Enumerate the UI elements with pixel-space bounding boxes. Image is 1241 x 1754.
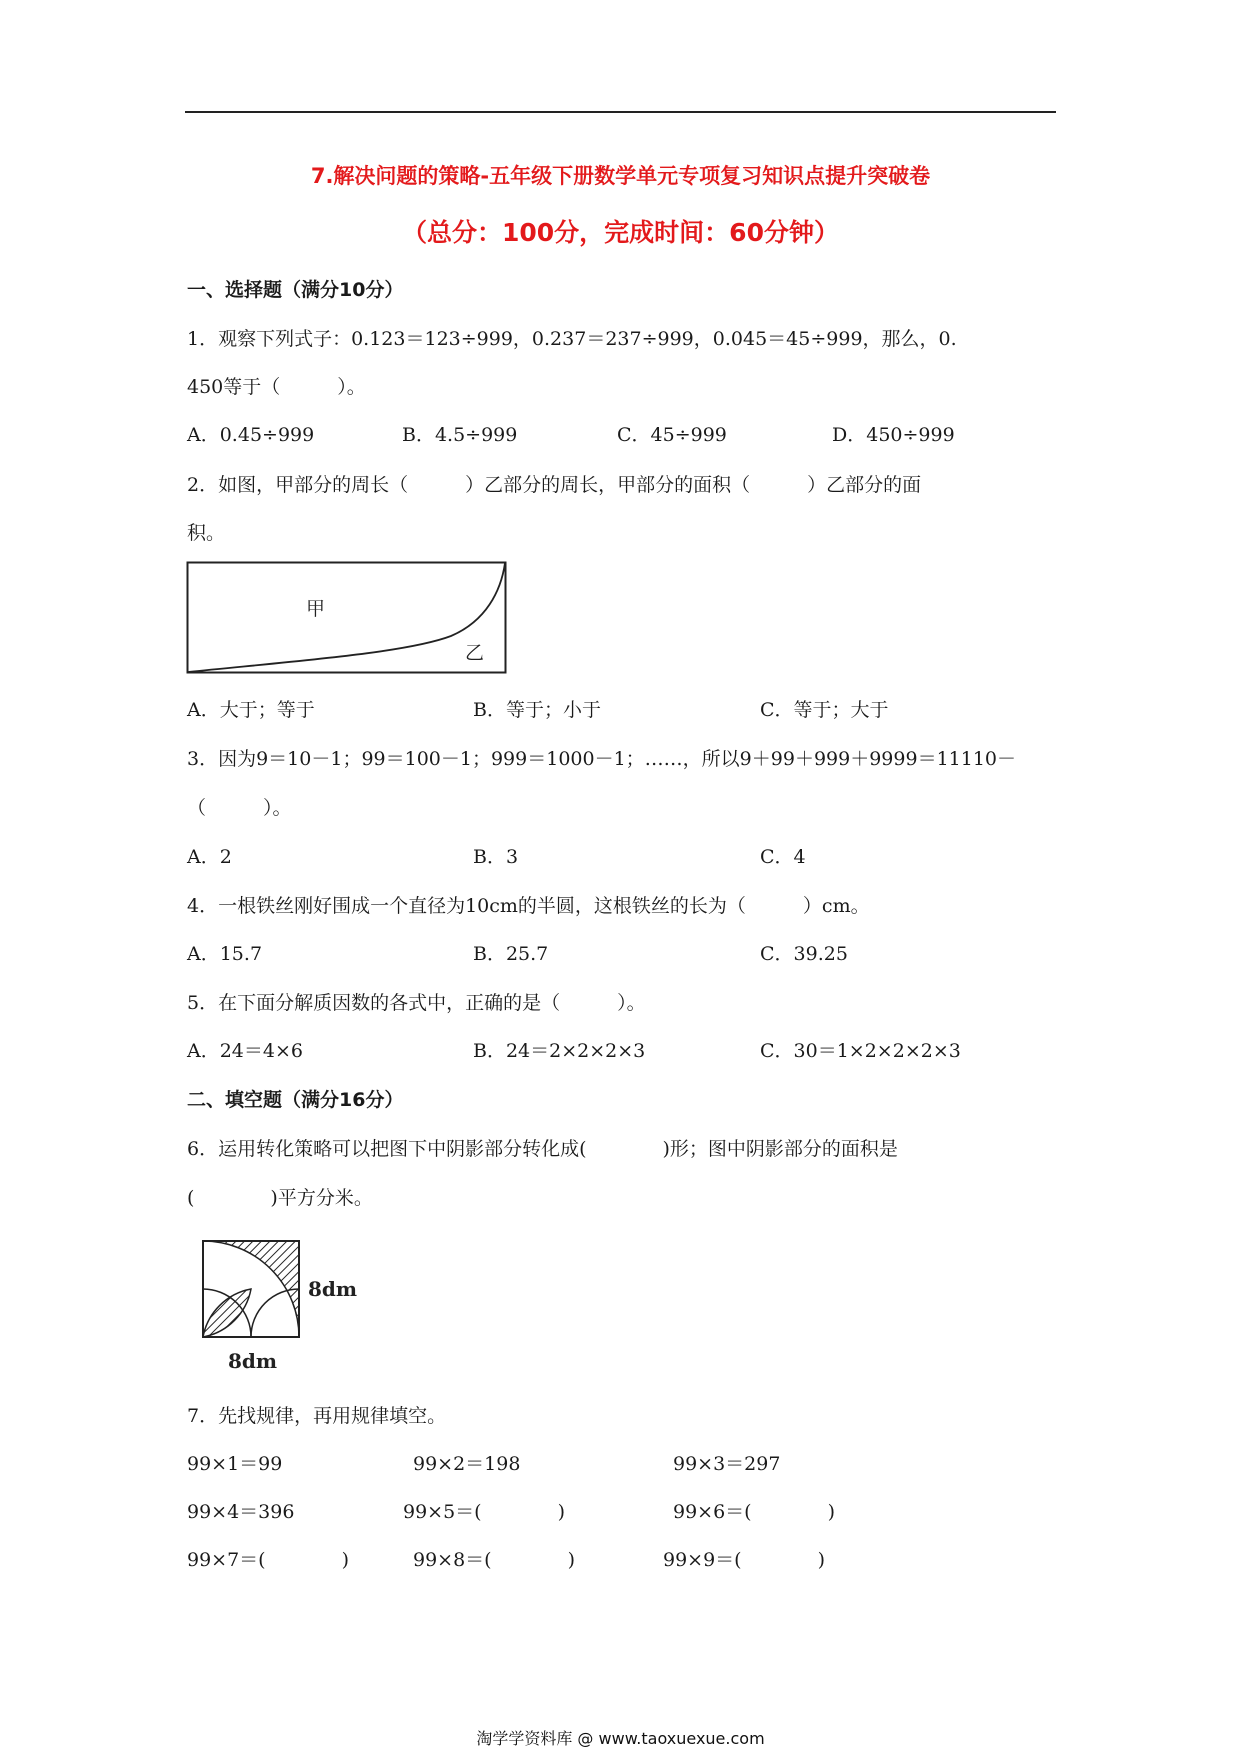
question-3-option-b: B．3 xyxy=(473,846,519,868)
question-5-option-a: A．24＝4×6 xyxy=(187,1040,303,1062)
question-4-option-c: C．39.25 xyxy=(760,943,848,965)
q7-row3-col3: 99×9＝( ) xyxy=(663,1549,826,1571)
q7-row3-col2: 99×8＝( ) xyxy=(413,1549,576,1571)
question-3-line-1: 3．因为9＝10－1；99＝100－1；999＝1000－1；……，所以9＋99＋999＋9999＝11110－ xyxy=(187,748,1017,770)
document-subtitle: （总分：100分，完成时间：60分钟） xyxy=(402,218,839,247)
question-2-line-1: 2．如图，甲部分的周长（ ）乙部分的周长，甲部分的面积（ ）乙部分的面 xyxy=(187,474,922,496)
question-3-option-a: A．2 xyxy=(187,846,232,868)
q7-row2-col2: 99×5＝( ) xyxy=(403,1501,566,1523)
shaded-region-lens xyxy=(203,1289,251,1337)
question-2-option-b: B．等于；小于 xyxy=(473,699,601,721)
q7-row1-col1: 99×1＝99 xyxy=(187,1453,283,1475)
header-rule xyxy=(185,111,1056,113)
question-1-option-c: C．45÷999 xyxy=(617,424,727,446)
question-2-option-c: C．等于；大于 xyxy=(760,699,889,721)
question-2-option-a: A．大于；等于 xyxy=(187,699,315,721)
question-6-figure xyxy=(198,1236,368,1376)
question-5-line-1: 5．在下面分解质因数的各式中，正确的是（ ）。 xyxy=(187,992,646,1014)
figure-label-jia: 甲 xyxy=(306,598,326,620)
question-1-line-2: 450等于（ ）。 xyxy=(187,376,366,398)
q7-row1-col3: 99×3＝297 xyxy=(673,1453,781,1475)
section-heading-fill: 二、填空题（满分16分） xyxy=(187,1089,404,1111)
figure-label-yi: 乙 xyxy=(465,642,485,664)
figure-side-label: 8dm xyxy=(308,1277,358,1301)
question-6-line-1: 6．运用转化策略可以把图下中阴影部分转化成( )形；图中阴影部分的面积是 xyxy=(187,1138,898,1160)
q7-row3-col1: 99×7＝( ) xyxy=(187,1549,350,1571)
question-2-figure xyxy=(186,561,508,675)
figure-curve xyxy=(188,563,505,672)
question-7-line-1: 7．先找规律，再用规律填空。 xyxy=(187,1405,447,1427)
question-1-option-a: A．0.45÷999 xyxy=(187,424,315,446)
page-footer: 淘学学资料库 @ www.taoxuexue.com xyxy=(476,1729,765,1748)
question-4-option-a: A．15.7 xyxy=(187,943,263,965)
figure-bottom-label: 8dm xyxy=(228,1349,278,1373)
question-4-option-b: B．25.7 xyxy=(473,943,549,965)
question-3-line-2: （ ）。 xyxy=(187,797,292,819)
question-3-option-c: C．4 xyxy=(760,846,806,868)
question-1-line-1: 1．观察下列式子：0.123＝123÷999，0.237＝237÷999，0.045＝45÷999，那么，0. xyxy=(187,328,957,350)
question-1-option-d: D．450÷999 xyxy=(832,424,955,446)
question-2-line-2: 积。 xyxy=(187,522,226,544)
question-5-option-b: B．24＝2×2×2×3 xyxy=(473,1040,646,1062)
q7-row2-col1: 99×4＝396 xyxy=(187,1501,295,1523)
question-4-line-1: 4．一根铁丝刚好围成一个直径为10cm的半圆，这根铁丝的长为（ ）cm。 xyxy=(187,895,870,917)
q7-row2-col3: 99×6＝( ) xyxy=(673,1501,836,1523)
question-1-option-b: B．4.5÷999 xyxy=(402,424,518,446)
question-6-line-2: ( )平方分米。 xyxy=(187,1187,373,1209)
section-heading-choice: 一、选择题（满分10分） xyxy=(187,279,404,301)
document-title: 7.解决问题的策略-五年级下册数学单元专项复习知识点提升突破卷 xyxy=(310,164,931,188)
question-5-option-c: C．30＝1×2×2×2×3 xyxy=(760,1040,961,1062)
q7-row1-col2: 99×2＝198 xyxy=(413,1453,521,1475)
